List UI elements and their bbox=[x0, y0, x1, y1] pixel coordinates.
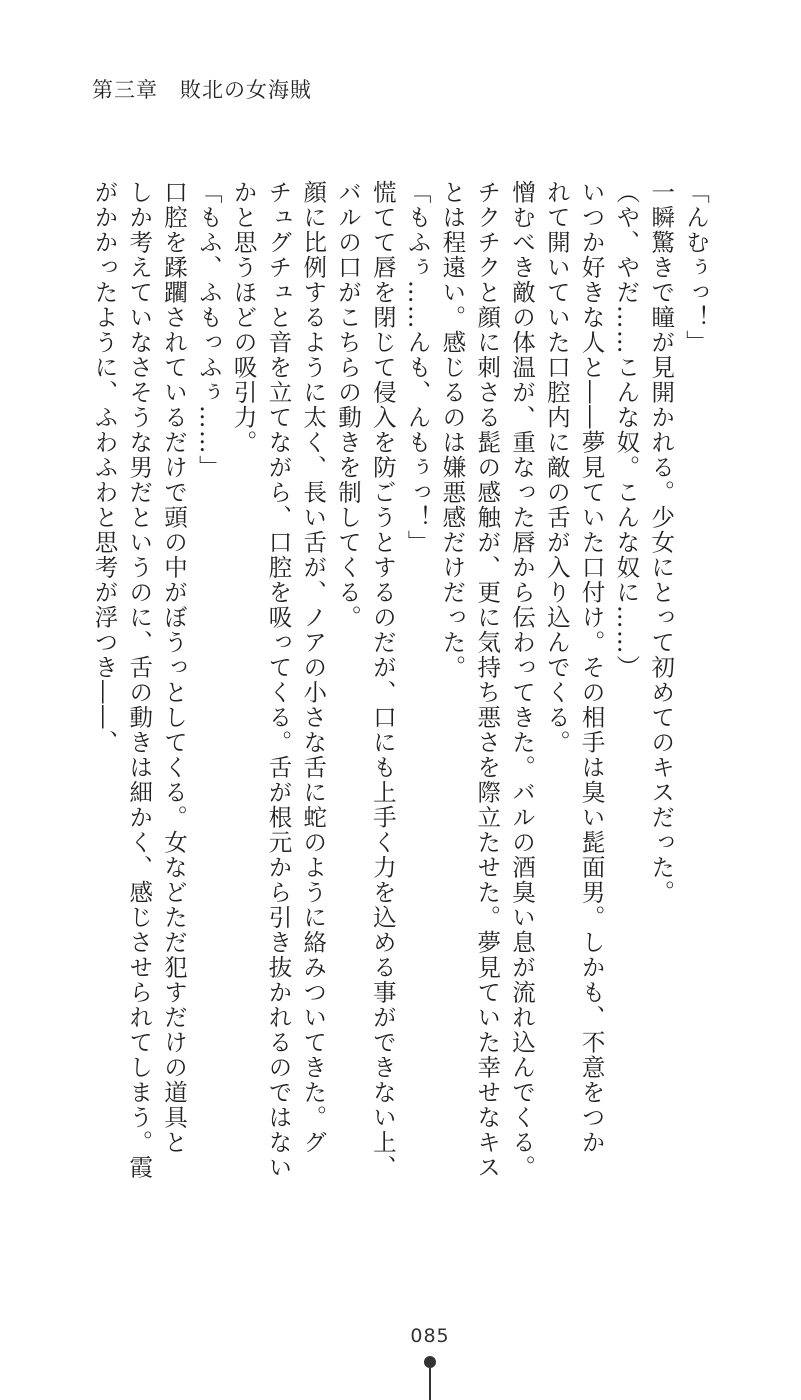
chapter-number: 第三章 bbox=[92, 78, 158, 102]
text-line: （や、やだ……こんな奴。こんな奴に……） bbox=[612, 180, 641, 680]
text-line: 憎むべき敵の体温が、重なった唇から伝わってきた。バルの酒臭い息が流れ込んでくる。 bbox=[508, 180, 537, 1180]
page-number: 085 bbox=[410, 1325, 450, 1347]
text-line: 口腔を蹂躙されているだけで頭の中がぼうっとしてくる。女などただ犯すだけの道具と bbox=[160, 180, 189, 1155]
chapter-title: 敗北の女海賊 bbox=[180, 78, 312, 102]
page-marker-dot bbox=[424, 1356, 436, 1368]
text-line: 一瞬驚きで瞳が見開かれる。少女にとって初めてのキスだった。 bbox=[647, 180, 676, 905]
text-line: かと思うほどの吸引力。 bbox=[229, 180, 258, 455]
text-line: 「もふぅ……んも、んもぅっ！」 bbox=[403, 180, 432, 555]
text-line: 「もふ、ふもっふぅ……」 bbox=[194, 180, 223, 480]
body-text bbox=[87, 180, 713, 1290]
text-line: しか考えていなさそうな男だというのに、舌の動きは細かく、感じさせられてしまう。霞 bbox=[125, 180, 154, 1180]
text-line: いつか好きな人と――夢見ていた口付け。その相手は臭い髭面男。しかも、不意をつか bbox=[577, 180, 606, 1155]
text-line: 慌てて唇を閉じて侵入を防ごうとするのだが、口にも上手く力を込める事ができない上、 bbox=[368, 180, 397, 1180]
page-marker-line bbox=[429, 1368, 431, 1400]
text-line: 「んむぅっ！」 bbox=[682, 180, 710, 355]
text-line: チュグチュと音を立てながら、口腔を吸ってくる。舌が根元から引き抜かれるのではない bbox=[264, 180, 293, 1180]
text-line: とは程遠い。感じるのは嫌悪感だけだった。 bbox=[438, 180, 467, 680]
chapter-header bbox=[92, 74, 312, 104]
text-line: がかかったように、ふわふわと思考が浮つき――、 bbox=[90, 180, 119, 755]
text-line: 顔に比例するように太く、長い舌が、ノアの小さな舌に蛇のように絡みついてきた。グ bbox=[299, 180, 328, 1155]
text-line: チクチクと顔に刺さる髭の感触が、更に気持ち悪さを際立たせた。夢見ていた幸せなキス bbox=[473, 180, 502, 1180]
text-line: れて開いていた口腔内に敵の舌が入り込んでくる。 bbox=[542, 180, 571, 755]
text-line: バルの口がこちらの動きを制してくる。 bbox=[334, 180, 363, 630]
